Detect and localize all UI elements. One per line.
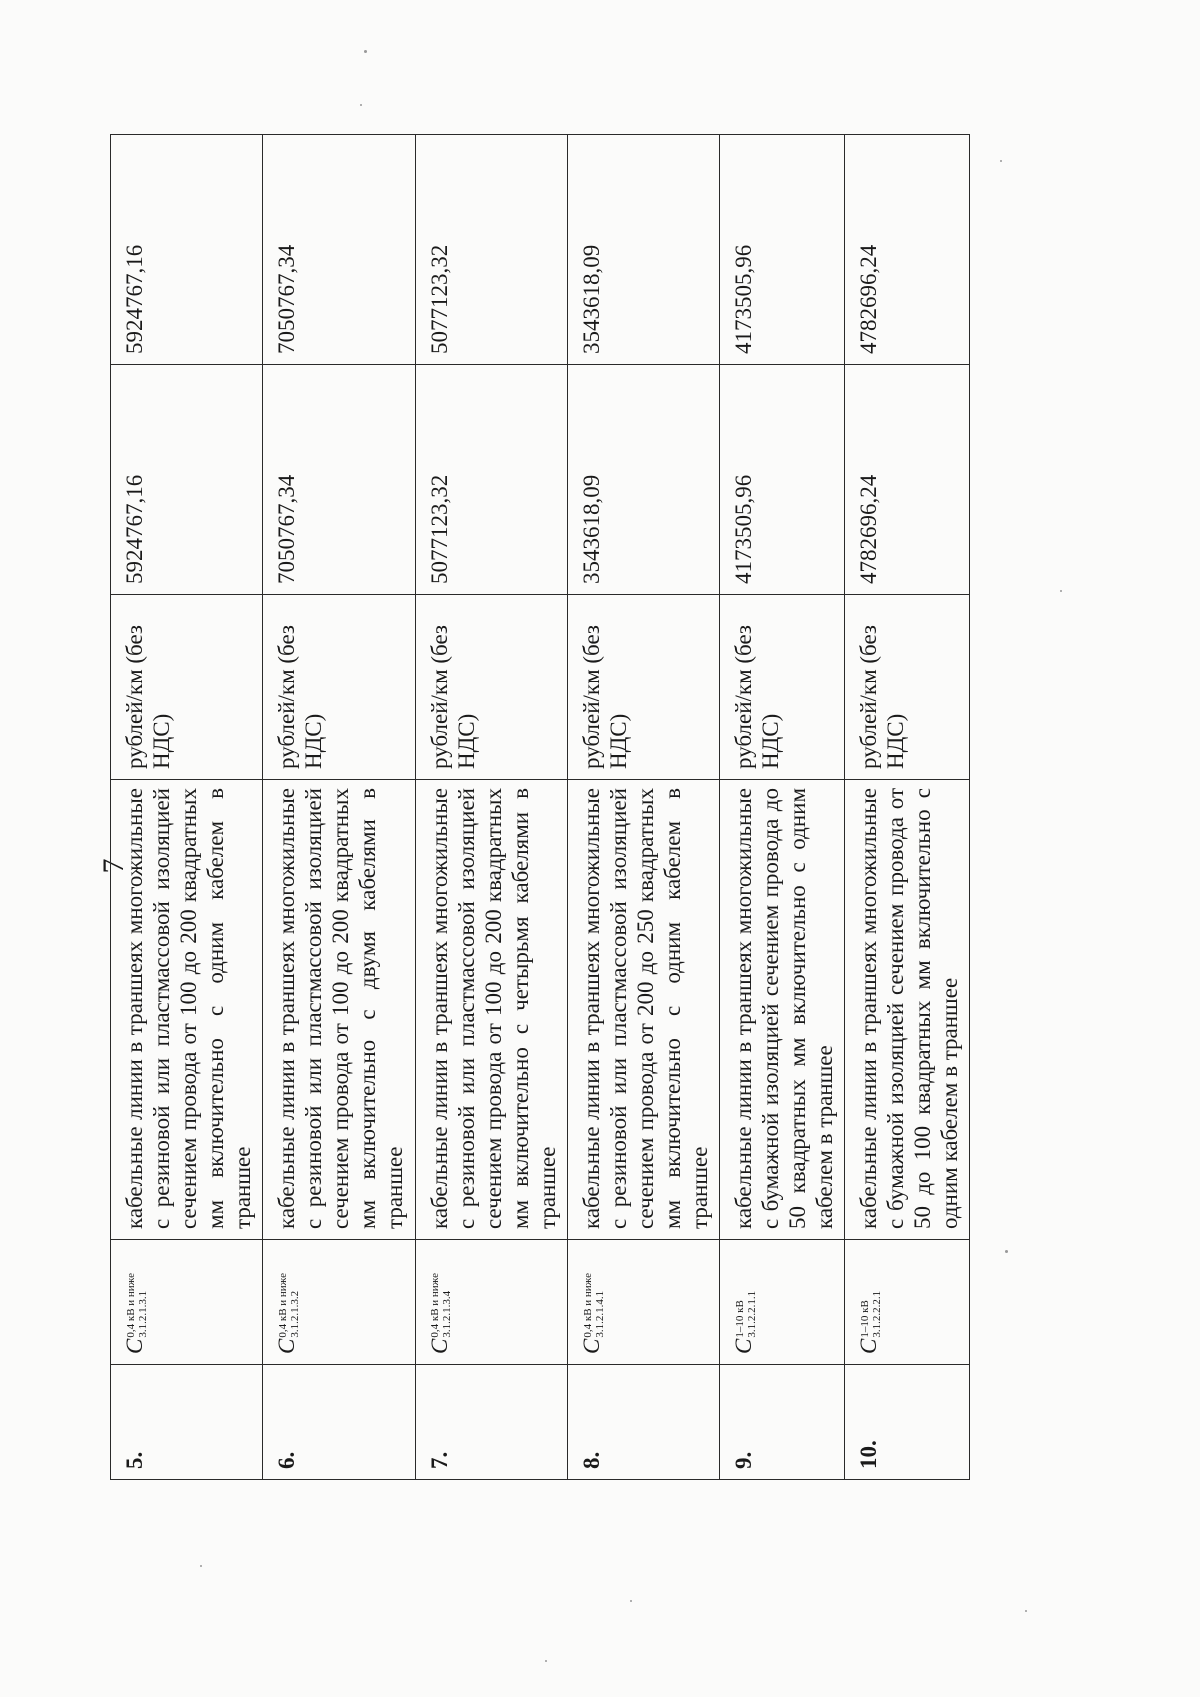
tariff-index	[734, 1291, 758, 1338]
unit-cell: рублей/км (без НДС)	[720, 595, 845, 780]
tariff-index	[582, 1273, 606, 1338]
scan-speck	[545, 1660, 547, 1662]
tariff-index	[125, 1273, 149, 1338]
tariff-symbol: C	[274, 1338, 300, 1354]
value-cell-1: 4782696,24	[845, 365, 970, 595]
value-cell-2: 4782696,24	[845, 135, 970, 365]
description-cell: кабельные линии в траншеях многожильные с резиновой или пластмассовой изоляцией сечением провода от 100 до 200 квадратных мм включительно с четырьмя кабелями в траншее	[415, 780, 567, 1240]
unit-cell: рублей/км (без НДС)	[845, 595, 970, 780]
voltage-class: 0,4 кВ и ниже	[277, 1272, 290, 1338]
row-number: 8.	[567, 1365, 719, 1480]
description-cell: кабельные линии в траншеях многожильные с бумажной изоляцией сечением провода от 50 до 100 квадратных мм включительно с одним кабелем в траншее	[845, 780, 970, 1240]
table-row	[111, 135, 263, 1480]
tariff-code	[111, 1240, 263, 1365]
value-cell-1: 4173505,96	[720, 365, 845, 595]
row-number: 9.	[720, 1365, 845, 1480]
tariff-table	[110, 134, 970, 1480]
code-index: 3.1.2.1.4.1	[593, 1290, 606, 1338]
code-index: 3.1.2.1.3.1	[136, 1290, 149, 1338]
voltage-class: 0,4 кВ и ниже	[124, 1272, 137, 1338]
table-row	[415, 135, 567, 1480]
tariff-table-rotated	[110, 135, 970, 1480]
scan-speck	[360, 104, 362, 106]
unit-cell: рублей/км (без НДС)	[111, 595, 263, 780]
scan-speck	[1060, 590, 1062, 592]
tariff-symbol: C	[426, 1338, 452, 1354]
scan-speck	[1025, 1610, 1027, 1612]
tariff-code	[845, 1240, 970, 1365]
value-cell-2: 5077123,32	[415, 135, 567, 365]
scan-speck	[1000, 160, 1002, 162]
tariff-code	[263, 1240, 415, 1365]
tariff-symbol: C	[856, 1338, 882, 1354]
description-cell: кабельные линии в траншеях многожильные с резиновой или пластмассовой изоляцией сечением провода от 200 до 250 квадратных мм включительно с одним кабелем в траншее	[567, 780, 719, 1240]
tariff-symbol: C	[122, 1338, 147, 1354]
table-row	[567, 135, 719, 1480]
row-number: 5.	[111, 1365, 263, 1480]
value-cell-2: 4173505,96	[720, 135, 845, 365]
code-index: 3.1.2.1.3.4	[441, 1290, 454, 1338]
table-row	[845, 135, 970, 1480]
unit-cell: рублей/км (без НДС)	[263, 595, 415, 780]
row-number: 7.	[415, 1365, 567, 1480]
value-cell-2: 3543618,09	[567, 135, 719, 365]
value-cell-1: 5924767,16	[111, 365, 263, 595]
unit-cell: рублей/км (без НДС)	[415, 595, 567, 780]
tariff-symbol: C	[731, 1338, 757, 1354]
scan-speck	[364, 50, 367, 53]
code-index: 3.1.2.2.1.1	[745, 1290, 758, 1338]
tariff-index	[859, 1291, 883, 1338]
voltage-class: 1–10 кВ	[733, 1300, 746, 1338]
description-cell: кабельные линии в траншеях многожильные с резиновой или пластмассовой изоляцией сечением провода от 100 до 200 квадратных мм включительно с одним кабелем в траншее	[111, 780, 263, 1240]
tariff-index	[429, 1273, 453, 1338]
value-cell-1: 7050767,34	[263, 365, 415, 595]
value-cell-1: 5077123,32	[415, 365, 567, 595]
scan-speck	[200, 1565, 202, 1567]
value-cell-2: 7050767,34	[263, 135, 415, 365]
tariff-index	[277, 1273, 301, 1338]
row-number: 10.	[845, 1365, 970, 1480]
scan-speck	[1005, 1250, 1008, 1253]
page-number: 7	[97, 858, 130, 874]
value-cell-1: 3543618,09	[567, 365, 719, 595]
voltage-class: 0,4 кВ и ниже	[581, 1272, 594, 1338]
code-index: 3.1.2.2.2.1	[870, 1290, 883, 1338]
description-cell: кабельные линии в траншеях многожильные с бумажной изоляцией сечением провода до 50 квадратных мм включительно с одним кабелем в траншее	[720, 780, 845, 1240]
voltage-class: 0,4 кВ и ниже	[429, 1272, 442, 1338]
tariff-symbol: C	[578, 1338, 604, 1354]
voltage-class: 1–10 кВ	[858, 1300, 871, 1338]
row-number: 6.	[263, 1365, 415, 1480]
value-cell-2: 5924767,16	[111, 135, 263, 365]
scan-speck	[630, 1600, 632, 1602]
tariff-code	[567, 1240, 719, 1365]
code-index: 3.1.2.1.3.2	[289, 1290, 302, 1338]
description-cell: кабельные линии в траншеях многожильные с резиновой или пластмассовой изоляцией сечением провода от 100 до 200 квадратных мм включительно с двумя кабелями в траншее	[263, 780, 415, 1240]
unit-cell: рублей/км (без НДС)	[567, 595, 719, 780]
table-row	[263, 135, 415, 1480]
tariff-code	[720, 1240, 845, 1365]
tariff-code	[415, 1240, 567, 1365]
table-row	[720, 135, 845, 1480]
